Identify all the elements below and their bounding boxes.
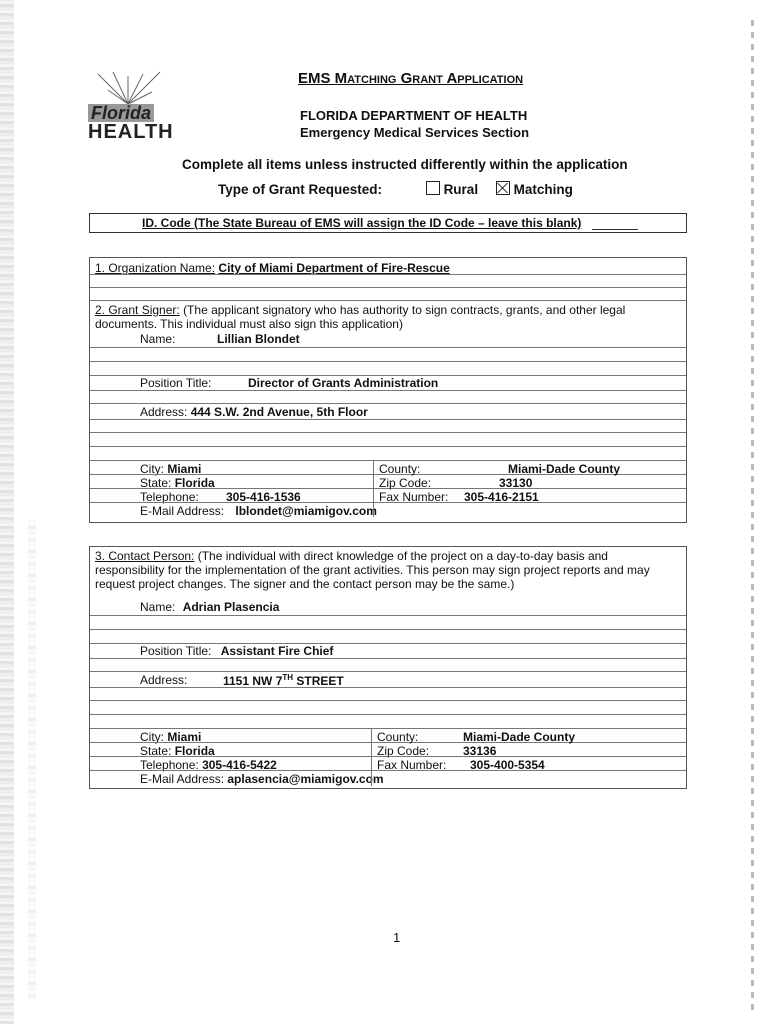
contact-title-label: Position Title: [140,644,212,658]
contact-state-value[interactable]: Florida [174,744,215,758]
grant-signer-desc [95,303,625,331]
contact-state-label: State: [140,744,172,758]
signer-name-value[interactable]: Lillian Blondet [217,332,300,346]
contact-name-label: Name: [140,600,176,614]
page-title-text: EMS Matching Grant Application [298,70,524,87]
signer-address-value[interactable]: 444 S.W. 2nd Avenue, 5th Floor [190,405,368,419]
signer-city-value[interactable]: Miami [167,462,202,476]
contact-address-value[interactable]: 1151 NW 7TH STREET [223,673,344,688]
org-name-value[interactable]: City of Miami Department of Fire-Rescue [218,261,450,275]
signer-name-label: Name: [140,332,176,346]
department-name: FLORIDA DEPARTMENT OF HEALTH [300,108,528,123]
rural-label: Rural [443,182,479,197]
contact-county-label: County: [377,730,419,744]
grant-signer-label: 2. Grant Signer: [95,303,180,317]
signer-address-label: Address: [140,405,188,419]
signer-state-value[interactable]: Florida [174,476,215,490]
contact-desc [95,549,650,591]
signer-section [89,257,687,523]
contact-fax-value[interactable]: 305-400-5354 [470,758,545,772]
signer-email-label: E-Mail Address: [140,504,225,518]
signer-email-row [140,504,377,518]
id-code-box [89,213,687,233]
scan-artifact [28,520,36,1000]
signer-county-label: County: [379,462,421,476]
contact-name-value[interactable]: Adrian Plasencia [182,600,280,614]
contact-desc-1: (The individual with direct knowledge of the project on a day-to-day basis and [197,549,608,563]
signer-title-value[interactable]: Director of Grants Administration [248,376,439,390]
contact-title-row [140,644,333,658]
contact-title-value[interactable]: Assistant Fire Chief [220,644,334,658]
signer-fax-value[interactable]: 305-416-2151 [464,490,539,504]
contact-email-value[interactable]: aplasencia@miamigov.com [227,772,384,786]
page-title [298,70,523,87]
signer-city-label: City: [140,462,164,476]
signer-phone-value[interactable]: 305-416-1536 [226,490,301,504]
page-number: 1 [393,930,401,945]
section-name: Emergency Medical Services Section [300,125,530,140]
contact-phone-label: Telephone: [140,758,199,772]
contact-city-label: City: [140,730,164,744]
contact-city-value[interactable]: Miami [167,730,202,744]
grant-type-row [218,181,573,197]
contact-address-label: Address: [140,673,188,687]
signer-phone-label: Telephone: [140,490,199,504]
contact-zip-label: Zip Code: [377,744,430,758]
instructions: Complete all items unless instructed differently within the application [182,157,628,172]
signer-zip-label: Zip Code: [379,476,432,490]
contact-zip-value[interactable]: 33136 [463,744,497,758]
contact-desc-3: request project changes. The signer and the contact person may be the same.) [95,577,515,591]
scan-edge-left [0,0,14,1024]
contact-label: 3. Contact Person: [95,549,195,563]
florida-health-logo [88,70,178,150]
grant-signer-desc-2: documents. This individual must also sign this application) [95,317,403,331]
sunburst-icon [88,70,178,106]
matching-label: Matching [513,182,573,197]
signer-address-row [140,405,368,419]
grant-signer-desc-1: (The applicant signatory who has authority to sign contracts, grants, and other legal [183,303,626,317]
logo-word-health: HEALTH [88,121,174,143]
signer-fax-label: Fax Number: [379,490,449,504]
contact-fax-label: Fax Number: [377,758,447,772]
contact-desc-2: responsibility for the implementation of the grant activities. This person may sign project reports and may [95,563,650,577]
org-name-row [95,261,450,275]
signer-email-value[interactable]: lblondet@miamigov.com [235,504,377,518]
contact-phone-value[interactable]: 305-416-5422 [202,758,277,772]
grant-type-label: Type of Grant Requested: [218,182,383,197]
contact-county-value[interactable]: Miami-Dade County [463,730,576,744]
signer-county-value[interactable]: Miami-Dade County [508,462,621,476]
signer-state-label: State: [140,476,172,490]
rural-checkbox[interactable] [426,181,440,195]
contact-section [89,546,687,789]
signer-zip-value[interactable]: 33130 [499,476,533,490]
id-code-text: ID. Code (The State Bureau of EMS will assign the ID Code – leave this blank) [142,216,582,230]
signer-title-label: Position Title: [140,376,212,390]
logo-word-florida: Florida [88,104,154,122]
contact-email-row [140,772,384,786]
contact-email-label: E-Mail Address: [140,772,225,786]
org-name-label: 1. Organization Name: [95,261,216,275]
scan-edge-right [751,20,754,1010]
contact-name-row [140,600,279,614]
matching-checkbox[interactable] [496,181,510,195]
